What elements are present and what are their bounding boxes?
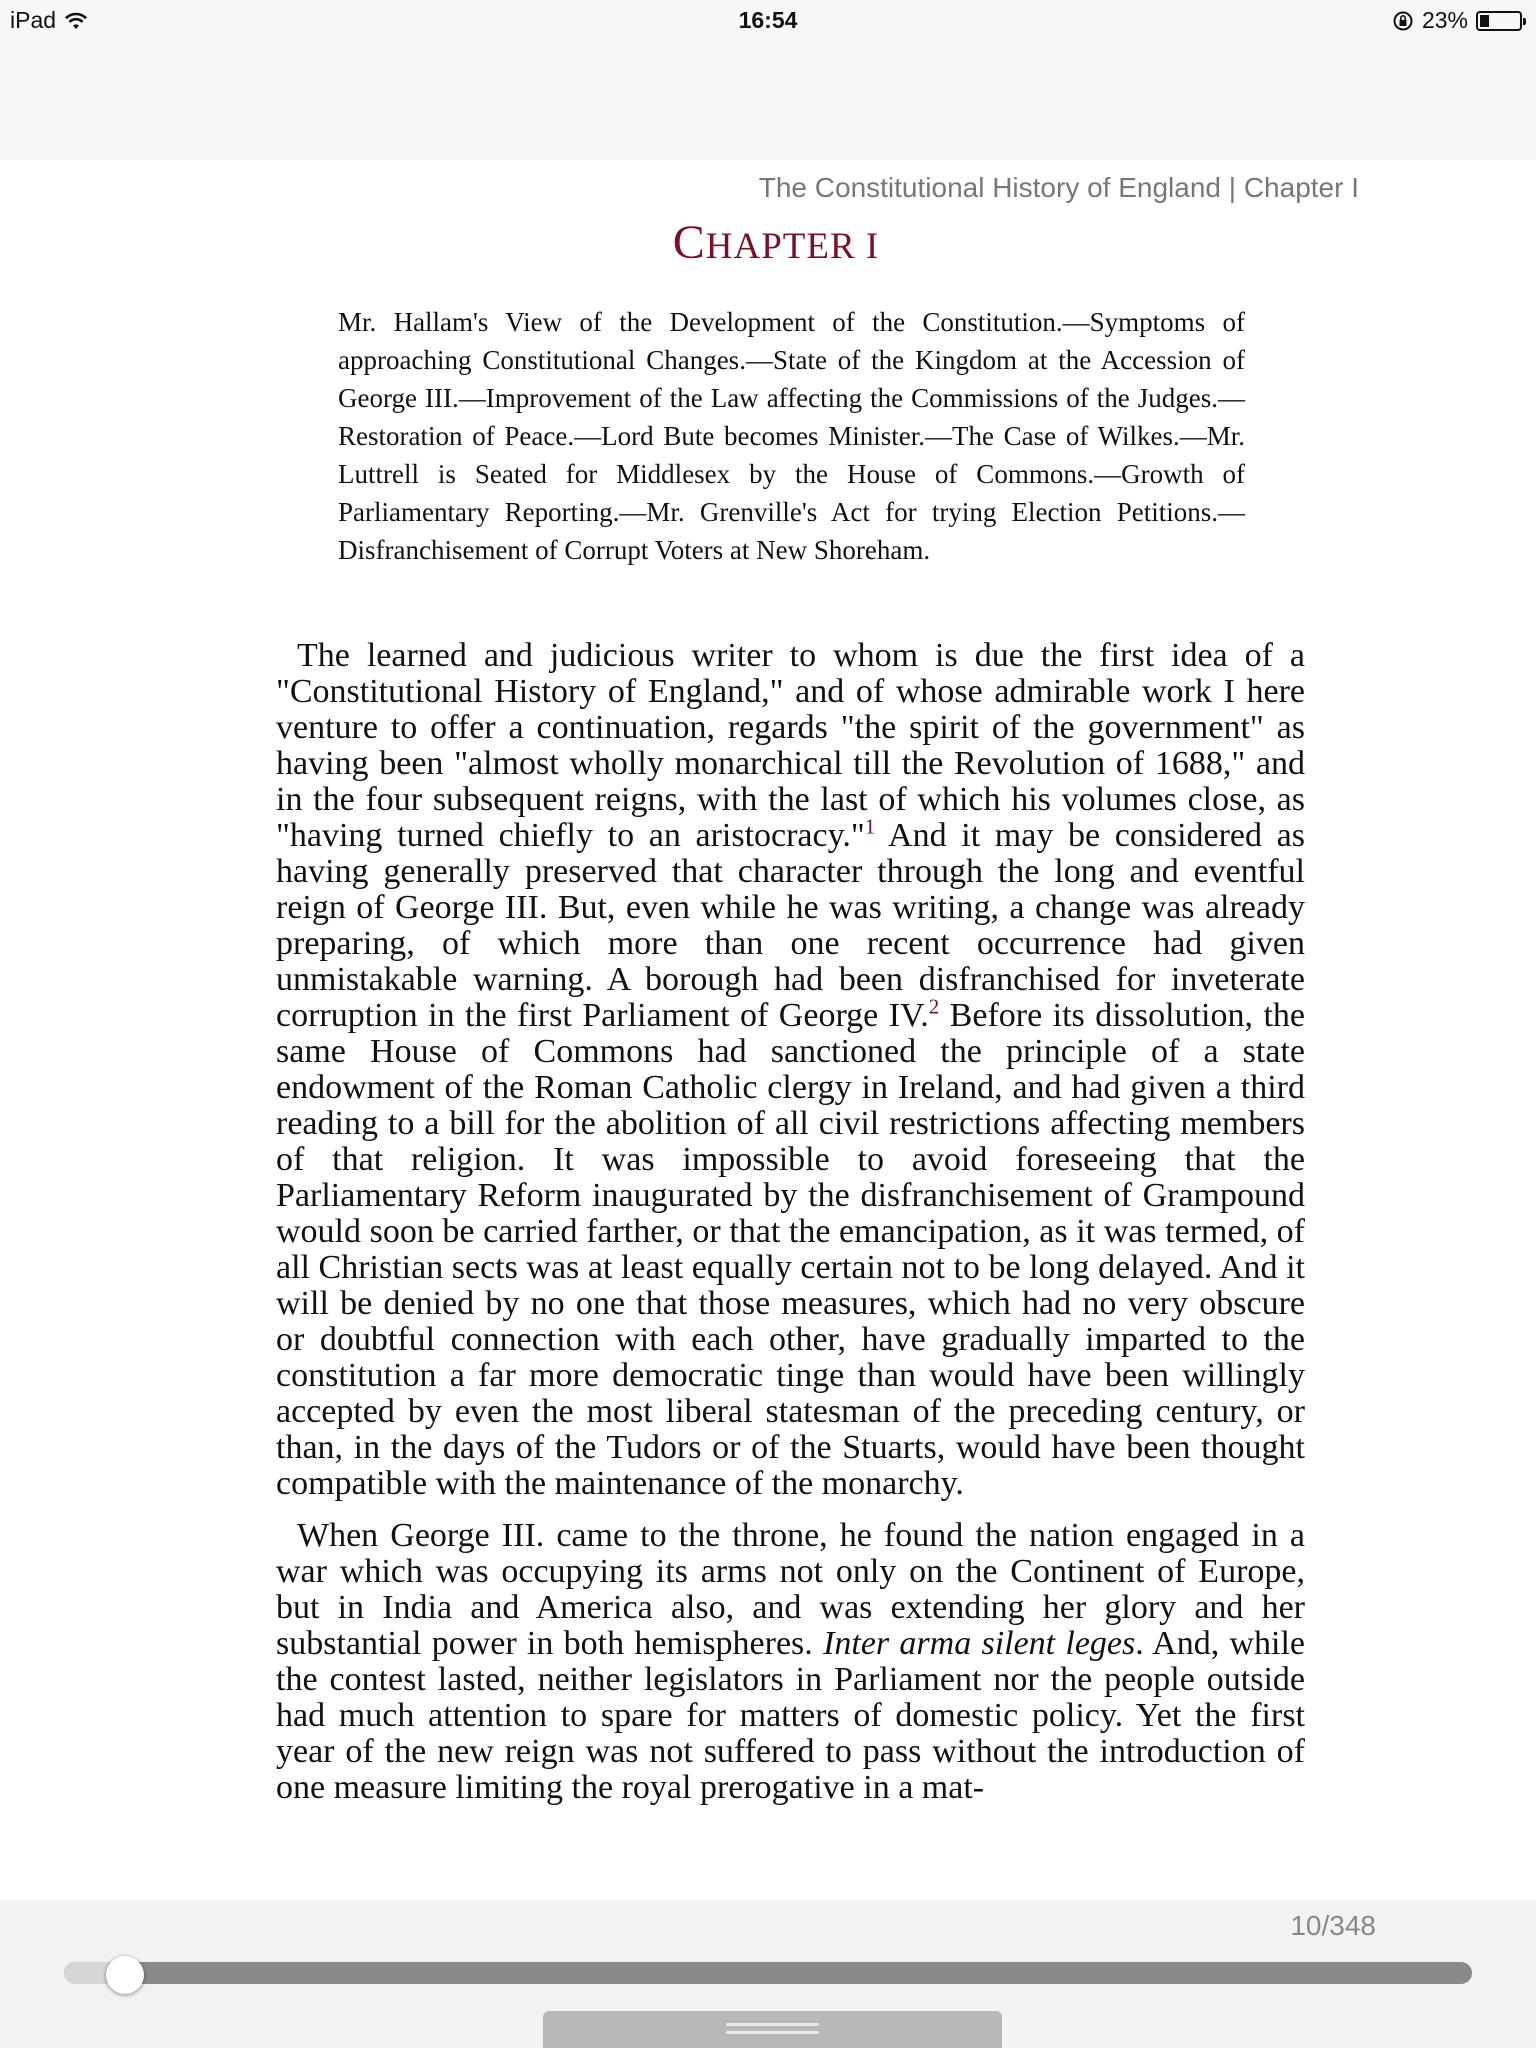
status-right [1392, 7, 1522, 34]
chapter-title [0, 215, 1536, 270]
footnote-link[interactable]: 1 [864, 814, 876, 839]
grip-icon [726, 2023, 819, 2040]
paragraph [276, 1518, 1305, 1806]
device-name: iPad [10, 7, 57, 33]
italic-phrase: Inter arma silent leges [823, 1625, 1136, 1662]
paragraph-text: When George III. came to the throne, he found the nation engaged in a war which was occupying its arms not only on the Continent of Europe, but in India and America also, and was extending her glory and her substantial power in both hemispheres. [276, 1517, 1305, 1662]
chapter-synopsis: Mr. Hallam's View of the Development of the Constitution.—Symptoms of approaching Constitutional Changes.—State of the Kingdom at the Accession of George III.—Improvement of the Law affecting the Commissions of the Judges.—Restoration of Peace.—Lord Bute becomes Minister.—The Case of Wilkes.—Mr. Luttrell is Seated for Middlesex by the House of Commons.—Growth of Parliamentary Reporting.—Mr. Grenville's Act for trying Election Petitions.—Disfranchisement of Corrupt Voters at New Shoreham. [338, 307, 1245, 565]
page-indicator: 10/348 [1290, 1910, 1376, 1941]
status-bar [0, 0, 1536, 42]
reader-top-toolbar[interactable] [0, 42, 1536, 160]
battery-fill [1480, 15, 1489, 27]
running-header: The Constitutional History of England | Chapter I [758, 172, 1359, 203]
paragraph-text: Before its dissolution, the same House of Commons had sanctioned the principle of a state endowment of the Roman Catholic clergy in Ireland, and had given a third reading to a bill for the abolition of all civil restrictions affecting members of that religion. It was impossible to avoid foreseeing that the Parliamentary Reform inaugurated by the disfranchisement of Grampound would soon be carried farther, or that the emancipation, as it was termed, of all Christian sects was at least equally certain not to be long delayed. And it will be denied by no one that those measures, which had no very obscure or doubtful connection with each other, have gradually imparted to the constitution a far more democratic tinge than would have been willingly accepted by even the most liberal statesman of the preceding century, or than, in the days of the Tudors or of the Stuarts, would have been thought compatible with the maintenance of the monarchy. [276, 997, 1305, 1502]
paragraph [276, 638, 1305, 1502]
page-slider-thumb[interactable] [106, 1956, 144, 1994]
paragraph-text: . And, while the contest lasted, neither legislators in Parliament nor the people outside had much attention to spare for matters of domestic policy. Yet the first year of the new reign was not suffered to pass without the introduction of one measure limiting the royal prerogative in a mat- [276, 1625, 1305, 1806]
battery-percent: 23% [1421, 7, 1468, 33]
battery-icon [1476, 11, 1522, 31]
paragraph-text: And it may be considered as having generally preserved that character through the long and eventful reign of George III. But, even while he was writing, a change was already preparing, of which more than one recent occurrence had given unmistakable warning. A borough had been disfranchised for inveterate corruption in the first Parliament of George IV. [276, 817, 1305, 1034]
book-page[interactable] [0, 160, 1536, 1900]
paragraph-text: The learned and judicious writer to whom is due the first idea of a "Constitutional History of England," and of whose admirable work I here venture to offer a continuation, regards "the spirit of the government" as having been "almost wholly monarchical till the Revolution of 1688," and in the four subsequent reigns, with the last of which his volumes close, as "having turned chiefly to an aristocracy." [276, 637, 1305, 854]
page-slider-track[interactable] [64, 1962, 1472, 1984]
chapter-body [276, 638, 1305, 1822]
footnote-link[interactable]: 2 [928, 994, 940, 1019]
status-time: 16:54 [738, 7, 798, 33]
lock-rotation-icon [1392, 10, 1414, 32]
chapter-title-initial: C [672, 216, 706, 269]
drawer-handle[interactable] [543, 2011, 1002, 2048]
chapter-title-rest: HAPTER I [705, 226, 880, 267]
